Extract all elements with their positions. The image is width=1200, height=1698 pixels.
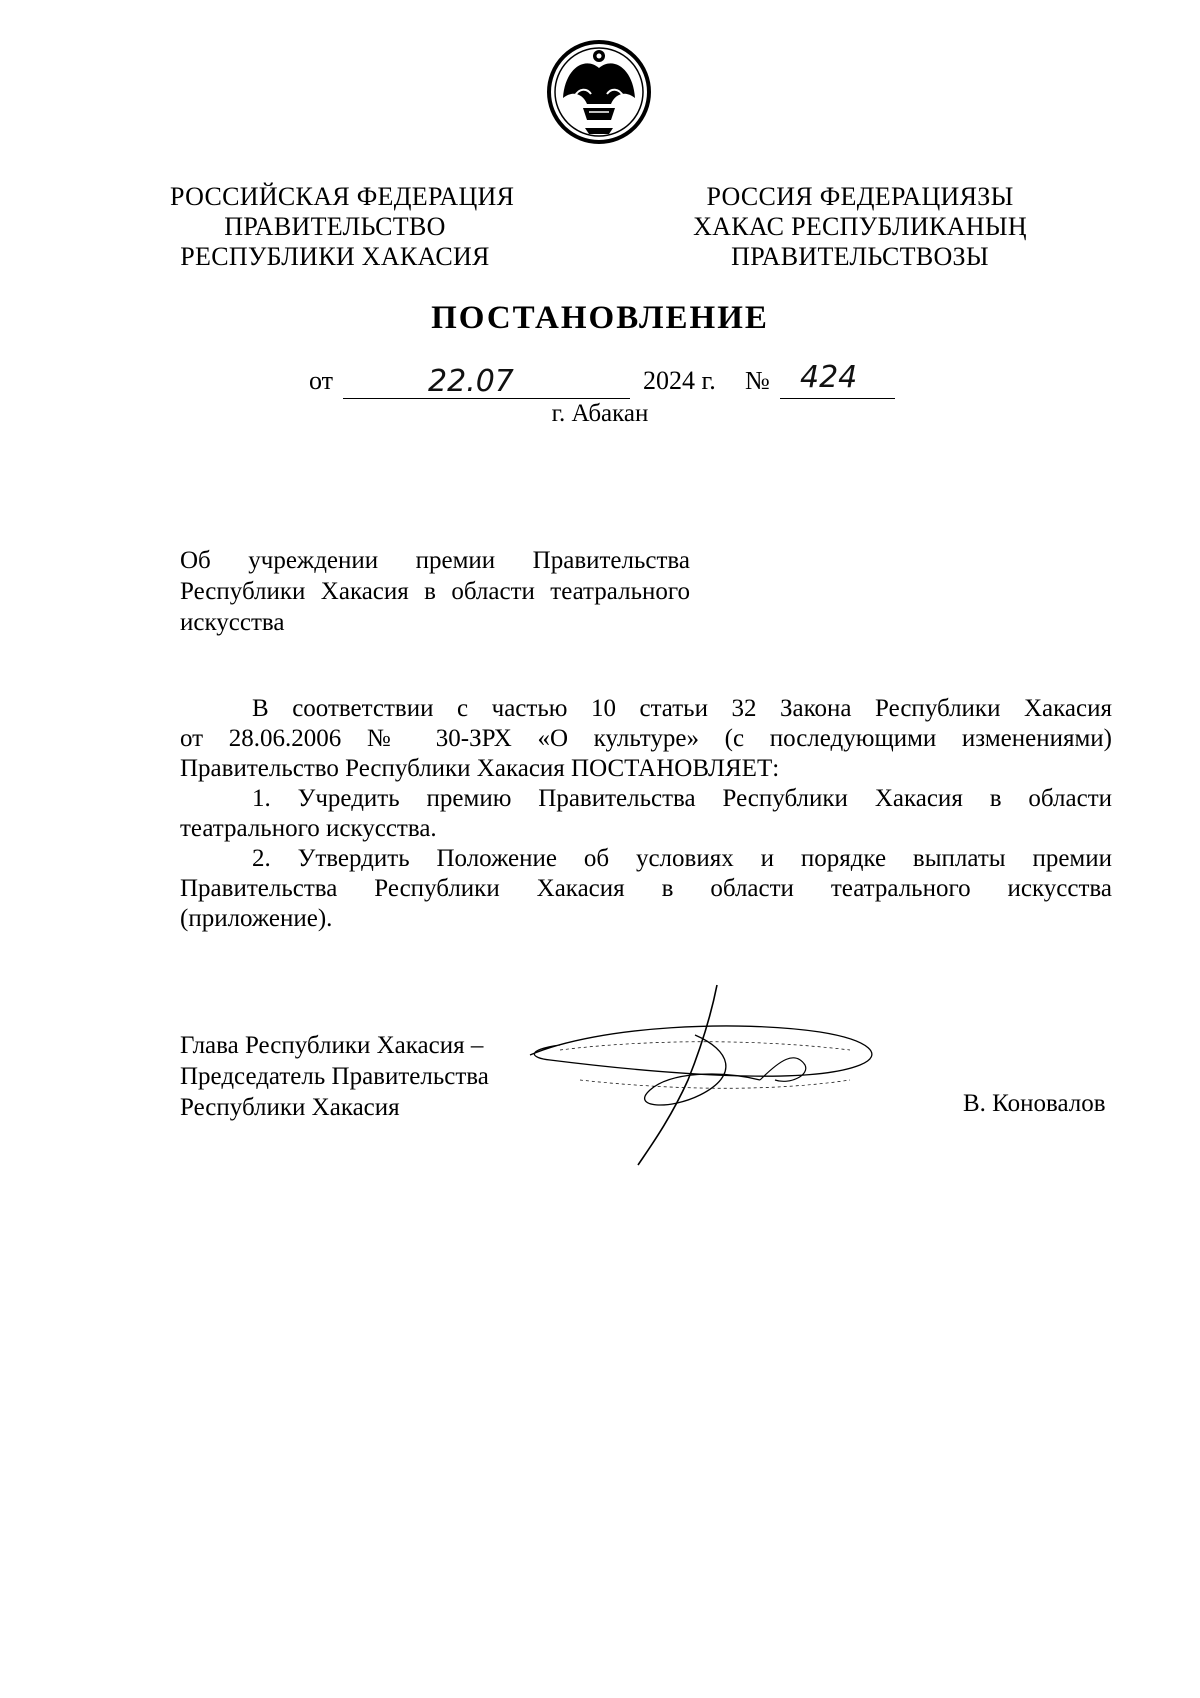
number-label: № <box>745 366 770 395</box>
subject-line1: Об учреждении премии Правительства <box>180 547 690 574</box>
signer-title <box>180 1030 489 1123</box>
item2-line1: 2. Утвердить Положение об условиях и порядке выплаты премии <box>252 845 1112 872</box>
preamble-paragraph <box>180 694 1112 724</box>
document-subject <box>180 545 690 638</box>
item-1 <box>180 784 1112 814</box>
coat-of-arms-icon <box>545 38 653 146</box>
preamble-line1: В соответствии с частью 10 статьи 32 Закона Республики Хакасия <box>252 695 1112 722</box>
number-blank-line <box>780 398 895 399</box>
signer-title-line3: Республики Хакасия <box>180 1094 400 1121</box>
header-left-line3: РЕСПУБЛИКИ ХАКАСИЯ <box>180 242 490 271</box>
document-body <box>180 694 1112 934</box>
header-russian <box>170 182 515 272</box>
header-left-line2: ПРАВИТЕЛЬСТВО <box>224 212 446 241</box>
item1-line2: театрального искусства. <box>180 815 437 842</box>
item-1-continuation <box>180 814 1112 844</box>
item-2 <box>180 844 1112 874</box>
signature-icon <box>520 980 890 1170</box>
signer-title-line1: Глава Республики Хакасия – <box>180 1032 484 1059</box>
signer-title-line2: Председатель Правительства <box>180 1063 489 1090</box>
city-label: г. Абакан <box>551 400 649 427</box>
header-left-line1: РОССИЙСКАЯ ФЕДЕРАЦИЯ <box>170 182 515 211</box>
header-right-line3: ПРАВИТЕЛЬСТВОЗЫ <box>731 242 989 271</box>
subject-line3: искусства <box>180 609 285 636</box>
item2-line3: (приложение). <box>180 905 333 932</box>
number-handwritten: 424 <box>800 360 858 395</box>
header-right-line1: РОССИЯ ФЕДЕРАЦИЯЗЫ <box>706 182 1014 211</box>
item1-line1: 1. Учредить премию Правительства Республики Хакасия в области <box>252 785 1112 812</box>
date-handwritten: 22.07 <box>428 364 514 399</box>
item2-line2: Правительства Республики Хакасия в области театрального искусства <box>180 875 1112 902</box>
preamble-line3: Правительство Республики Хакасия ПОСТАНОВЛЯЕТ: <box>180 755 780 782</box>
year-text: 2024 г. <box>643 366 716 395</box>
date-from-label: от <box>309 366 334 395</box>
document-type-title: ПОСТАНОВЛЕНИЕ <box>431 300 769 336</box>
subject-line2: Республики Хакасия в области театрального <box>180 578 690 605</box>
signer-name: В. Коновалов <box>963 1090 1106 1117</box>
item-2-continuation <box>180 874 1112 934</box>
header-khakas <box>690 182 1030 272</box>
preamble-continuation <box>180 724 1112 784</box>
header-right-line2: ХАКАС РЕСПУБЛИКАНЫҢ <box>693 212 1027 241</box>
preamble-line2: от 28.06.2006 № 30-ЗРХ «О культуре» (с последующими изменениями) <box>180 725 1112 752</box>
